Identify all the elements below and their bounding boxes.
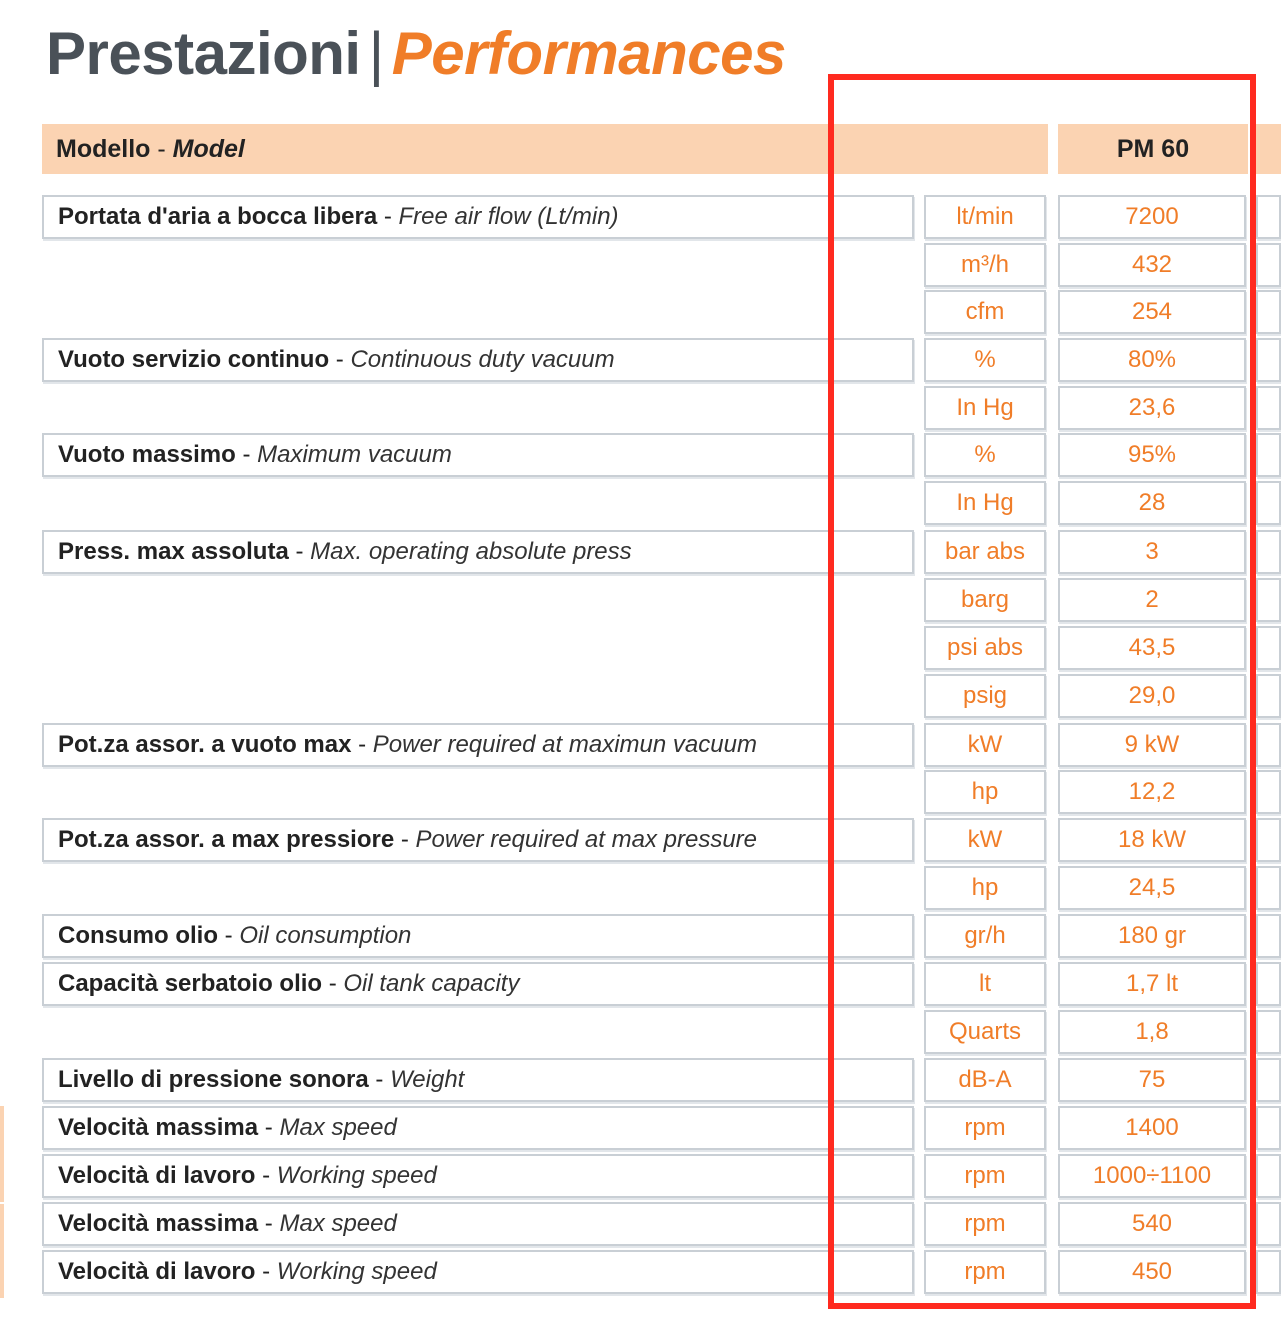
next-column-edge-cell bbox=[1256, 1202, 1281, 1246]
row-unit: cfm bbox=[924, 290, 1046, 334]
row-label-italian: Pot.za assor. a vuoto max bbox=[58, 731, 352, 758]
row-unit: rpm bbox=[924, 1154, 1046, 1198]
row-label-dash: - bbox=[322, 970, 344, 997]
row-unit: rpm bbox=[924, 1106, 1046, 1150]
title-english: Performances bbox=[391, 20, 786, 87]
row-value: 254 bbox=[1058, 290, 1246, 334]
row-label-dash: - bbox=[217, 922, 240, 949]
row-label-english: Weight bbox=[390, 1066, 465, 1093]
row-label bbox=[42, 195, 914, 239]
row-label bbox=[42, 338, 914, 382]
row-unit: psi abs bbox=[924, 626, 1046, 670]
row-value: 29,0 bbox=[1058, 674, 1246, 718]
row-label-dash: - bbox=[377, 203, 399, 230]
row-label-dash: - bbox=[288, 538, 311, 565]
row-unit: In Hg bbox=[924, 481, 1046, 525]
row-value: 1000÷1100 bbox=[1058, 1154, 1246, 1198]
row-unit: hp bbox=[924, 770, 1046, 814]
row-label-english: Max speed bbox=[279, 1210, 397, 1237]
row-label-italian: Velocità di lavoro bbox=[58, 1162, 256, 1189]
row-value: 450 bbox=[1058, 1250, 1246, 1294]
next-column-edge-cell bbox=[1256, 1058, 1281, 1102]
row-label bbox=[42, 1250, 914, 1294]
title-separator: | bbox=[368, 20, 384, 87]
next-column-edge-cell bbox=[1256, 338, 1281, 382]
row-label-italian: Vuoto massimo bbox=[58, 441, 236, 468]
row-label-dash: - bbox=[368, 1066, 391, 1093]
row-label-english: Max. operating absolute press bbox=[310, 538, 632, 565]
row-label-italian: Velocità di lavoro bbox=[58, 1258, 256, 1285]
next-column-edge-cell bbox=[1256, 386, 1281, 430]
next-column-edge-cell bbox=[1256, 433, 1281, 477]
row-label bbox=[42, 530, 914, 574]
row-value: 1,8 bbox=[1058, 1010, 1246, 1054]
next-column-edge-cell bbox=[1256, 674, 1281, 718]
next-column-edge-cell bbox=[1256, 290, 1281, 334]
row-label-italian: Consumo olio bbox=[58, 922, 218, 949]
row-unit: In Hg bbox=[924, 386, 1046, 430]
next-column-edge-cell bbox=[1256, 1106, 1281, 1150]
row-value: 75 bbox=[1058, 1058, 1246, 1102]
row-label-english: Maximum vacuum bbox=[257, 441, 452, 468]
row-label bbox=[42, 818, 914, 862]
page-title bbox=[46, 18, 786, 90]
row-label bbox=[42, 914, 914, 958]
next-column-edge-cell bbox=[1256, 530, 1281, 574]
left-edge-mark bbox=[0, 1204, 4, 1298]
row-label bbox=[42, 723, 914, 767]
row-unit: lt/min bbox=[924, 195, 1046, 239]
row-label-english: Oil consumption bbox=[239, 922, 412, 949]
row-label-dash: - bbox=[258, 1114, 280, 1141]
row-unit: barg bbox=[924, 578, 1046, 622]
model-header-english: Model bbox=[172, 134, 245, 163]
row-value: 9 kW bbox=[1058, 723, 1246, 767]
row-label-english: Max speed bbox=[279, 1114, 397, 1141]
row-label-italian: Vuoto servizio continuo bbox=[58, 346, 330, 373]
row-label-english: Power required at maximun vacuum bbox=[372, 731, 757, 758]
row-unit: % bbox=[924, 433, 1046, 477]
row-unit: bar abs bbox=[924, 530, 1046, 574]
left-edge-mark bbox=[0, 1106, 4, 1202]
row-value: 180 gr bbox=[1058, 914, 1246, 958]
row-unit: gr/h bbox=[924, 914, 1046, 958]
row-label-dash: - bbox=[351, 731, 373, 758]
next-column-edge-cell bbox=[1256, 1154, 1281, 1198]
row-label bbox=[42, 1154, 914, 1198]
next-column-edge-cell bbox=[1256, 243, 1281, 287]
row-value: 80% bbox=[1058, 338, 1246, 382]
row-label-english: Power required at max pressure bbox=[415, 826, 757, 853]
row-label-italian: Livello di pressione sonora bbox=[58, 1066, 369, 1093]
title-italian: Prestazioni bbox=[46, 20, 361, 87]
row-value: 18 kW bbox=[1058, 818, 1246, 862]
row-value: 432 bbox=[1058, 243, 1246, 287]
next-column-edge-cell bbox=[1256, 866, 1281, 910]
row-label bbox=[42, 1202, 914, 1246]
next-column-edge-cell bbox=[1256, 723, 1281, 767]
row-unit: dB-A bbox=[924, 1058, 1046, 1102]
row-unit: % bbox=[924, 338, 1046, 382]
row-value: 24,5 bbox=[1058, 866, 1246, 910]
row-label-dash: - bbox=[394, 826, 416, 853]
next-column-edge-cell bbox=[1256, 1250, 1281, 1294]
row-label-italian: Portata d'aria a bocca libera bbox=[58, 203, 378, 230]
row-unit: kW bbox=[924, 818, 1046, 862]
model-header-italian: Modello bbox=[56, 134, 151, 163]
row-value: 1400 bbox=[1058, 1106, 1246, 1150]
row-unit: hp bbox=[924, 866, 1046, 910]
model-header-dash: - bbox=[150, 134, 173, 163]
row-value: 2 bbox=[1058, 578, 1246, 622]
row-unit: Quarts bbox=[924, 1010, 1046, 1054]
row-label bbox=[42, 962, 914, 1006]
row-label-english: Continuous duty vacuum bbox=[350, 346, 615, 373]
row-unit: kW bbox=[924, 723, 1046, 767]
row-value: 23,6 bbox=[1058, 386, 1246, 430]
next-column-edge-cell bbox=[1256, 626, 1281, 670]
row-label-italian: Pot.za assor. a max pressiore bbox=[58, 826, 395, 853]
row-label-italian: Velocità massima bbox=[58, 1210, 259, 1237]
row-label bbox=[42, 1058, 914, 1102]
model-header bbox=[42, 124, 1048, 174]
row-label-english: Oil tank capacity bbox=[343, 970, 520, 997]
next-column-edge-cell bbox=[1256, 481, 1281, 525]
row-value: 12,2 bbox=[1058, 770, 1246, 814]
row-label-dash: - bbox=[329, 346, 351, 373]
model-column-header: PM 60 bbox=[1058, 124, 1248, 174]
row-value: 43,5 bbox=[1058, 626, 1246, 670]
next-column-edge-cell bbox=[1256, 770, 1281, 814]
next-column-edge-cell bbox=[1256, 962, 1281, 1006]
row-label-dash: - bbox=[255, 1162, 277, 1189]
next-column-edge-cell bbox=[1256, 578, 1281, 622]
row-unit: lt bbox=[924, 962, 1046, 1006]
row-label bbox=[42, 1106, 914, 1150]
row-value: 540 bbox=[1058, 1202, 1246, 1246]
next-column-edge-cell bbox=[1256, 818, 1281, 862]
row-value: 95% bbox=[1058, 433, 1246, 477]
next-column-edge-cell bbox=[1256, 1010, 1281, 1054]
row-unit: m³/h bbox=[924, 243, 1046, 287]
row-label bbox=[42, 433, 914, 477]
row-unit: rpm bbox=[924, 1202, 1046, 1246]
row-label-italian: Press. max assoluta bbox=[58, 538, 289, 565]
row-label-english: Working speed bbox=[276, 1162, 437, 1189]
next-column-header-edge bbox=[1256, 124, 1281, 174]
row-value: 1,7 lt bbox=[1058, 962, 1246, 1006]
row-value: 28 bbox=[1058, 481, 1246, 525]
next-column-edge-cell bbox=[1256, 195, 1281, 239]
row-value: 7200 bbox=[1058, 195, 1246, 239]
row-label-dash: - bbox=[258, 1210, 280, 1237]
row-label-dash: - bbox=[235, 441, 258, 468]
row-unit: psig bbox=[924, 674, 1046, 718]
row-label-italian: Capacità serbatoio olio bbox=[58, 970, 323, 997]
row-label-english: Free air flow (Lt/min) bbox=[398, 203, 619, 230]
row-label-italian: Velocità massima bbox=[58, 1114, 259, 1141]
row-label-english: Working speed bbox=[276, 1258, 437, 1285]
row-label-dash: - bbox=[255, 1258, 277, 1285]
row-unit: rpm bbox=[924, 1250, 1046, 1294]
next-column-edge-cell bbox=[1256, 914, 1281, 958]
row-value: 3 bbox=[1058, 530, 1246, 574]
